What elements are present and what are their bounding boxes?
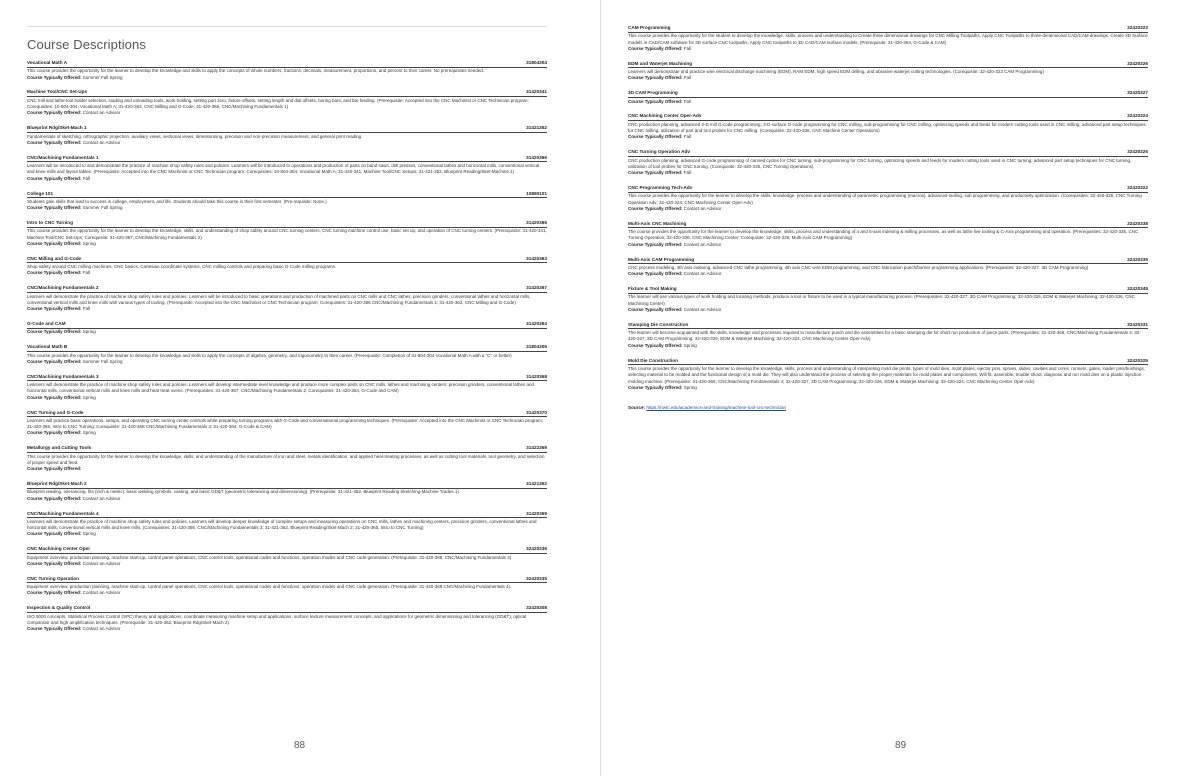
course-header <box>628 113 1148 121</box>
course-offered <box>27 140 547 146</box>
course-header <box>628 25 1148 33</box>
course-header <box>27 285 547 293</box>
offered-value: Contact an Advisor <box>82 560 121 566</box>
course-entry <box>27 191 547 212</box>
course-offered <box>27 270 547 276</box>
offered-value: Spring <box>82 329 96 335</box>
course-offered <box>628 343 1148 349</box>
course-code: 31804305 <box>526 344 547 350</box>
course-description: CNC process modeling, 4th axis indexing, advanced CNC lathe programming, 4th axis CNC wire EDM programming, and CNC fabrication punch/burner programming applications. (Prerequisites: 32-420-327, 3D CAM Programming) <box>628 264 1089 270</box>
course-code: 32420327 <box>1127 90 1148 96</box>
course-description: This course provides the opportunity for the learner to develop the knowledge, skills, process and understanding of interpreting mold die prints, types of mold dies, mold plates, ejector pins, sprues, slides, cavities and cores, runners, gates, loader pins/bushings, selecting material to be molded and the functional design of a mold die. They will also understand the process of selecting the proper materials for mold plates and components. Will fit, assemble, trouble shoot, diagnose and run mold dies on a plastic injection molding machine. (Prerequisite: 31-420-366, CNC/Machining Fundamentals 4; 32-420-327, 3D CAM Programming; 32-420-326, EDM & Waterjet Machining; 32-420-324, CNC Machining Center Oper-Adv) <box>628 365 1146 384</box>
course-header <box>27 60 547 68</box>
course-offered <box>27 466 547 472</box>
course-offered <box>27 359 547 365</box>
course-code: 32420324 <box>1127 113 1148 119</box>
course-list-right <box>628 25 1148 410</box>
course-entry <box>27 605 547 632</box>
course-offered <box>628 307 1148 313</box>
course-header <box>628 90 1148 98</box>
course-code: 32420331 <box>1127 321 1148 327</box>
course-description: Shop safety around CNC milling machines, CNC basics, Cartesian coordinate systems, CNC milling controls and preparing basic G-Code milling programs. <box>27 264 337 270</box>
offered-label: Course Typically Offered: <box>27 560 82 566</box>
offered-label: Course Typically Offered: <box>27 329 82 335</box>
course-offered <box>27 75 547 81</box>
offered-value: Spring <box>683 384 697 390</box>
course-entry <box>27 481 547 502</box>
course-code: 32420326 <box>1127 60 1148 66</box>
course-code: 31804304 <box>526 60 547 65</box>
course-entry <box>628 90 1148 105</box>
course-offered <box>27 241 547 247</box>
course-description: Blueprint reading, tolerancing, fits (inch & metric), basic welding symbols, casting, and basic GD&T (geometric tolerancing and dimensioning). (Prerequisite: 31-421-352, Blueprint Reading Sketching-Machine Trades 1) <box>27 489 459 495</box>
course-entry <box>628 185 1148 212</box>
course-name: 3D CAM Programming <box>628 90 678 96</box>
course-name: G-Code and CAM <box>27 321 66 327</box>
offered-label: Course Typically Offered: <box>628 306 683 312</box>
course-name: Mold Die Construction <box>628 357 678 363</box>
offered-value: Contact an Advisor <box>683 306 722 312</box>
offered-value: Spring <box>82 240 96 246</box>
course-code: 32420308 <box>526 605 547 611</box>
source-link[interactable]: https://nwtc.edu/academics-and-training/machine-tool-cnc-technician <box>646 405 787 411</box>
course-offered <box>27 176 547 182</box>
course-code: 32420336 <box>526 546 547 552</box>
course-entry <box>27 511 547 538</box>
course-code: 32420325 <box>1127 149 1148 155</box>
course-code: 32420335 <box>1127 256 1148 262</box>
course-name: CNC Programming Tech-Adv <box>628 185 693 191</box>
offered-value: Contact an Advisor <box>82 590 121 596</box>
course-code: 31420367 <box>526 285 547 291</box>
course-name: Machine Tool/CNC Set-Ups <box>27 89 88 95</box>
course-offered <box>628 46 1148 52</box>
course-code: 31420366 <box>526 154 547 160</box>
course-offered <box>27 531 547 537</box>
offered-label: Course Typically Offered: <box>27 531 82 537</box>
offered-label: Course Typically Offered: <box>628 205 683 211</box>
page-number-right: 89 <box>895 740 907 751</box>
right-page <box>600 0 1200 776</box>
course-name: CNC/Machining Fundamentals 1 <box>27 154 99 160</box>
course-entry <box>27 285 547 312</box>
offered-value: Summer Fall Spring <box>82 205 123 211</box>
offered-label: Course Typically Offered: <box>628 134 683 140</box>
course-code: 32420345 <box>1127 286 1148 292</box>
course-header <box>27 445 547 453</box>
course-entry <box>27 410 547 437</box>
course-header <box>628 358 1148 366</box>
course-description: This course provides the opportunity for the learner to develop the knowledge and skills to apply the concepts of algebra, geometry, and trigonometry to their career. (Prerequisite: Completion of 31-804-304 Vocational Math A with a "C" or better) <box>27 352 512 358</box>
course-name: Stamping Die Construction <box>628 321 689 327</box>
offered-label: Course Typically Offered: <box>27 626 82 632</box>
course-code: 31420368 <box>526 373 547 379</box>
course-code: 32420338 <box>1127 220 1148 226</box>
offered-value: Contact an Advisor <box>683 241 722 247</box>
course-code: 31421362 <box>526 481 547 487</box>
offered-label: Course Typically Offered: <box>628 98 683 104</box>
course-name: Inspection & Quality Control <box>27 605 91 611</box>
course-offered <box>27 430 547 436</box>
course-name: Metallurgy and Cutting Tools <box>27 445 92 451</box>
offered-label: Course Typically Offered: <box>27 358 82 364</box>
course-entry <box>27 155 547 182</box>
course-entry <box>628 149 1148 176</box>
course-code: 31420365 <box>526 220 547 226</box>
offered-label: Course Typically Offered: <box>628 271 683 277</box>
course-offered <box>27 205 547 211</box>
course-description: The course provides the opportunity for the learner to develop the knowledge, skills, process and understanding of 4 and 5-axis indexing & milling processes, as well as lathe live tooling & C-Axis programming and operation. (Prerequisites: 32-420-335, CNC Turning Operation; 32-420-336, CNC Machining Center; Corequisite: 32-420-328, Multi-Axis CAM Programming) <box>628 229 1139 241</box>
course-description: The learner will use various types of work holding and locating methods, produce a tool or fixture to be used in a typical manufacturing process. (Prerequisites: 32-420-327, 3D CAM Programming; 32-420-326, EDM & Waterjet Machining; 32-420-336, CNC Machining Center) <box>628 294 1135 306</box>
course-entry <box>628 113 1148 140</box>
course-description: Learners will demonstrate and practice wire electrical discharge machining (EDM), RAM EDM, high speed EDM drilling, and abrasive waterjet cutting technologies. (Corequisite: 32-420-323 CAM Programming) <box>628 69 1044 75</box>
course-code: 31420363 <box>526 255 547 261</box>
offered-label: Course Typically Offered: <box>628 170 683 176</box>
course-offered <box>628 206 1148 212</box>
course-header <box>27 605 547 613</box>
offered-label: Course Typically Offered: <box>27 590 82 596</box>
course-list-left <box>27 60 547 641</box>
course-header <box>27 546 547 554</box>
course-code: 10890101 <box>526 190 547 196</box>
course-header <box>628 185 1148 193</box>
course-name: CNC Milling and G-Code <box>27 255 82 261</box>
course-entry <box>27 89 547 116</box>
course-name: Multi-Axis CAM Programming <box>628 256 695 262</box>
course-code: 31422359 <box>526 445 547 451</box>
course-header <box>628 257 1148 265</box>
course-offered <box>27 329 547 335</box>
course-entry <box>27 546 547 567</box>
offered-label: Course Typically Offered: <box>628 75 683 81</box>
course-header <box>27 344 547 352</box>
course-entry <box>27 220 547 247</box>
course-offered <box>628 75 1148 81</box>
offered-value: Contact an Advisor <box>683 205 722 211</box>
course-header <box>27 191 547 199</box>
course-description: ISO 9000 concepts, Statistical Process Control (SPC) theory and applications, coordinate measuring machine setup and applications, surface texture measurement concepts, and applications for geometric dimensioning and tolerancing (GD&T), optical comparator and high amplification techniques. (Prerequisite: 31-420-362, Blueprint Rdg/Sket-Mach 2) <box>27 613 527 625</box>
course-name: CNC Machining Center Oper-Adv <box>628 113 702 119</box>
course-offered <box>628 134 1148 140</box>
course-entry <box>628 61 1148 82</box>
course-header <box>628 286 1148 294</box>
course-name: EDM and Waterjet Machining <box>628 60 693 66</box>
course-description: This course provides the opportunity for the learner to develop the knowledge, skills, and understanding of shop safety around CNC turning centers, CNC turning machine control use, basic set up, and operation of CNC turning centers. (Prerequisite: 31-420-341, Machine Tool/CNC Set-Ups; Corequisite: 31-420-367, CNC/Machining Fundamentals 2) <box>27 228 547 240</box>
offered-label: Course Typically Offered: <box>628 342 683 348</box>
course-description: Students gain skills that lead to success in college, employment, and life. Students should take this course in their first semester. (Pre-requisite: None.) <box>27 198 327 204</box>
course-description: This course provides the opportunity for the learner to develop the knowledge, skills, and understanding of the manufacture of iron and steel, metals identification, and applied heat-treating processes, as well as cutting tool materials, tool geometry, and selection of proper speed and feed. <box>27 453 545 465</box>
course-description: Learners will practice basic operations, setups, and operating CNC turning center controls while preparing turning programs with G-Code and conversational programming techniques. (Prerequisite: Accepted into the CNC Machinist or CNC Technician program; 31-420-365, Intro to CNC Turning; Corequisite: 31-420-368 CNC/Machining Fundamentals 3; 31-420-364, G-Code & CAM) <box>27 417 544 430</box>
course-code: 32420323 <box>1127 25 1148 30</box>
offered-label: Course Typically Offered: <box>27 430 82 436</box>
offered-value: Fall <box>683 98 691 104</box>
source-label: Source: <box>628 405 646 411</box>
course-description: This course provides the opportunity for the learner to develop the knowledge and skills to apply the concepts of whole numbers, fractions, decimals, measurement, proportions, and percent to their career. No prerequisites needed. <box>27 68 485 74</box>
offered-value: Contact an Advisor <box>82 495 121 501</box>
offered-value: Fall <box>82 306 90 312</box>
offered-value: Fall <box>82 270 90 276</box>
course-description: Fundamentals of sketching, orthographic projection, auxiliary views, sectional views, dimensioning, precision and non-precision measurement, and general print reading. <box>27 133 363 139</box>
offered-value: Fall <box>683 75 691 81</box>
course-description: Learners will be introduced to and demonstrate the practice of machine shop safety rules and policies. Learners will be introduced to operations and production of parts on band saws, drill presses, conventional lathes and horizontal mills, conventional vertical and knee mills and layout tables. (Prerequisite: Accepted into the CNC Machinist or CNC Technician program; Corequisites: 10-804-304, Vocational Math A; 31-420-341, Machine Tool/CNC Setups; 31-421-352, Blueprint Reading/Sket-Machine 1) <box>27 163 540 175</box>
course-header <box>27 125 547 133</box>
offered-label: Course Typically Offered: <box>27 205 82 211</box>
course-description: Learners will demonstrate the practice of machine shop safety rules and policies. Learners will develop intermediate level knowledge and produce more complex parts on CNC mills, lathes and machining centers; precision grinders, conventional lathes and horizontal mills, conventional vertical mills and knee mills and heat treat ovens. (Prerequisites: 31-420-367, CNC/Machining Fundamentals 2; Corequisites: 31-420-364, G-Code and CAM) <box>27 382 535 394</box>
offered-value: Contact an Advisor <box>82 626 121 632</box>
course-name: CNC Turning Operation Adv <box>628 149 690 155</box>
course-entry <box>628 286 1148 313</box>
course-entry <box>628 221 1148 248</box>
course-offered <box>27 626 547 632</box>
course-name: Fixture & Tool Making <box>628 286 677 292</box>
course-code: 31420369 <box>526 510 547 516</box>
course-description: This course provides the opportunity for the learner to develop the skills, knowledge, process and understanding of parametric programming (macros), advanced tooling, sub programming, and productivity optimization. (Corequisites: 32-420-325, CNC Turning Operation Adv; 32-420-324, CNC Machining Center Oper-Adv) <box>628 193 1142 205</box>
course-header <box>27 220 547 228</box>
course-header <box>27 511 547 519</box>
offered-label: Course Typically Offered: <box>27 139 82 145</box>
course-description: The learner will become acquainted with the skills, knowledge and processes required to manufacture punch and die assemblies for a basic stamping die for short run production of piece parts. (Prerequisites: 31-420-366, CNC/Machining Fundamentals 4; 32-420-327, 3D CAM Programming; 32-420-326, EDM & Waterjet Machining; 32-420-324, CNC Machining Center Oper-Adv) <box>628 330 1141 342</box>
course-offered <box>628 385 1148 391</box>
course-offered <box>27 496 547 502</box>
offered-label: Course Typically Offered: <box>27 74 82 80</box>
course-header <box>27 410 547 418</box>
course-header <box>27 374 547 382</box>
course-entry <box>27 60 547 81</box>
course-entry <box>27 445 547 472</box>
course-name: CAM Programming <box>628 25 671 30</box>
offered-label: Course Typically Offered: <box>27 306 82 312</box>
offered-label: Course Typically Offered: <box>27 240 82 246</box>
course-code: 32420322 <box>1127 185 1148 191</box>
course-header <box>27 256 547 264</box>
offered-label: Course Typically Offered: <box>628 384 683 390</box>
course-entry <box>27 374 547 401</box>
course-code: 31420370 <box>526 409 547 415</box>
offered-value: Fall <box>683 45 691 51</box>
course-header <box>628 322 1148 330</box>
offered-value: Contact an Advisor <box>82 110 121 116</box>
offered-label: Course Typically Offered: <box>27 175 82 181</box>
top-divider <box>27 26 547 27</box>
course-code: 32420335 <box>526 575 547 581</box>
course-name: Blueprint Rdg/Sket-Mach 1 <box>27 125 87 131</box>
offered-label: Course Typically Offered: <box>27 495 82 501</box>
offered-value: Spring <box>82 430 96 436</box>
course-header <box>27 321 547 329</box>
course-name: College 101 <box>27 190 54 196</box>
course-offered <box>27 561 547 567</box>
course-header <box>628 149 1148 157</box>
course-name: CNC Turning Operation <box>27 575 79 581</box>
offered-label: Course Typically Offered: <box>27 270 82 276</box>
course-offered <box>628 99 1148 105</box>
course-code: 31421352 <box>526 125 547 131</box>
course-entry <box>628 25 1148 52</box>
course-name: Vocational Math B <box>27 344 68 350</box>
course-offered <box>27 110 547 116</box>
offered-value: Contact an Advisor <box>82 139 121 145</box>
source-line <box>628 405 1148 410</box>
offered-value: Spring <box>82 394 96 400</box>
course-header <box>628 61 1148 69</box>
offered-label: Course Typically Offered: <box>27 466 82 472</box>
offered-label: Course Typically Offered: <box>27 110 82 116</box>
course-entry <box>27 321 547 336</box>
course-name: CNC Turning and G-Code <box>27 409 84 415</box>
course-entry <box>27 344 547 365</box>
course-offered <box>628 170 1148 176</box>
course-name: CNC Machining Center Oper <box>27 546 91 552</box>
course-name: CNC/Machining Fundamentals 4 <box>27 510 99 516</box>
course-offered <box>27 306 547 312</box>
course-description: This course provides the opportunity for the student to develop the knowledge, skills, process and understanding to Create three dimensional drawings for CNC Milling Toolpaths, Apply CNC Toolpaths to three-dimensional CAD/CAM drawings, Create 3D Surface models in CAD/CAM software for 3D surface CNC toolpaths, Apply CNC toolpaths to 3D CAD/CAM surface models. (Prerequisite: 31-420-364, G-Code & CAM) <box>628 33 1148 45</box>
offered-value: Fall <box>683 134 691 140</box>
course-description: CNC mill and lathe-tool holder selection, loading and unloading tools, work holding, setting part zero, fixture offsets, setting length and dial offsets, boring bars, and bar feeding. (Prerequisite: Accepted into the CNC Machinist or CNC Technician program; Corequisites: 10-804-304, Vocational Math A; 31-420-363, CNC Milling and G-Code; 31-420-366, CNC/Machining Fundamentals 1) <box>27 97 529 110</box>
offered-value: Summer Fall Spring <box>82 74 123 80</box>
course-offered <box>27 590 547 596</box>
course-entry <box>27 576 547 597</box>
offered-value: Summer Fall Spring <box>82 358 123 364</box>
course-name: Blueprint Rdg/Sket-Mach 2 <box>27 481 87 487</box>
course-code: 31420364 <box>526 321 547 327</box>
course-entry <box>628 322 1148 349</box>
offered-label: Course Typically Offered: <box>27 394 82 400</box>
course-code: 32420325 <box>1127 357 1148 363</box>
offered-label: Course Typically Offered: <box>628 241 683 247</box>
course-header <box>27 155 547 163</box>
course-name: CNC/Machining Fundamentals 3 <box>27 373 99 379</box>
offered-value: Contact an Advisor <box>683 271 722 277</box>
course-offered <box>628 271 1148 277</box>
course-description: Learners will demonstrate the practice of machine shop safety rules and policies. Learners will be introduced to basic operations and production of machined parts on CNC mills and CNC lathes, precision grinders, conventional lathes and horizontal mills, conventional vertical mills and knee mills with various types of tooling. (Prerequisite: Accepted into the CNC Machinist or CNC Technician program; Corequisites: 31-420-366 CNC/Machining Fundamentals 1; 31-420-363, CNC Milling and G-Code) <box>27 293 531 305</box>
course-header <box>27 481 547 489</box>
offered-label: Course Typically Offered: <box>628 45 683 51</box>
course-entry <box>27 256 547 277</box>
course-offered <box>628 242 1148 248</box>
course-description: CNC production planning, advanced G-code programming of canned cycles for CNC turning, sub-programming for CNC turning, optimizing speeds and feeds for modern cutting tools used in CNC turning, advanced part setup techniques for CNC turning, utilization of tool probes for CNC turning. (Corequisite: 32-420-335, CNC Turning Operations) <box>628 157 1132 169</box>
course-header <box>628 221 1148 229</box>
course-name: Vocational Math A <box>27 60 68 65</box>
course-entry <box>628 257 1148 278</box>
offered-value: Fall <box>683 170 691 176</box>
course-description: Equipment overview, production planning, machine start-up, control panel operations, CNC control tools, operational codes and functions, operation modes and CNC code generation. (Prerequisite: 31-420-369 CNC/Machining Fundamentals 4). <box>27 584 512 590</box>
offered-value: Spring <box>82 531 96 537</box>
course-header <box>27 576 547 584</box>
course-offered <box>27 395 547 401</box>
course-description: CNC production planning, advanced 2-D mill G-code programming, 3-D surface G-code programming for CNC milling, sub-programming for CNC milling, optimizing speeds and feeds for modern cutting tools used in CNC milling, advanced part setup techniques for CNC milling, utilization of part and tool probes for CNC milling. (Corequisite: 32-420-336, CNC Machine Center Operations) <box>628 121 1146 134</box>
offered-value: Spring <box>683 342 697 348</box>
course-code: 31420341 <box>526 89 547 95</box>
course-description: Equipment overview, production planning, machine start-up, control panel operations, CNC control tools, operational codes and functions, operation modes and CNC code generation. (Prerequisite: 31-420-369, CNC/Machining Fundamentals 4) <box>27 554 512 560</box>
course-name: CNC/Machining Fundamentals 2 <box>27 285 99 291</box>
course-entry <box>628 358 1148 391</box>
course-description: Learners will demonstrate the practice of machine shop safety rules and policies. Learners will develop deeper knowledge of complex setups and measuring operations on CNC mills, lathes and machining centers, precision grinders, conventional lathes and horizontal mills, conventional vertical mills and knee mills. (Corequisites: 31-420-368, CNC/Machining Fundamentals 3; 31-421-362, Blueprint Reading/Sket-Mach 2; 31-420-365, Intro to CNC Turning) <box>27 518 537 531</box>
offered-value: Fall <box>82 175 90 181</box>
course-entry <box>27 125 547 146</box>
course-header <box>27 89 547 97</box>
course-name: Multi-Axis CNC Machining <box>628 220 687 226</box>
page-title: Course Descriptions <box>27 37 146 52</box>
course-name: Intro to CNC Turning <box>27 220 73 226</box>
page-number-left: 88 <box>294 740 306 751</box>
